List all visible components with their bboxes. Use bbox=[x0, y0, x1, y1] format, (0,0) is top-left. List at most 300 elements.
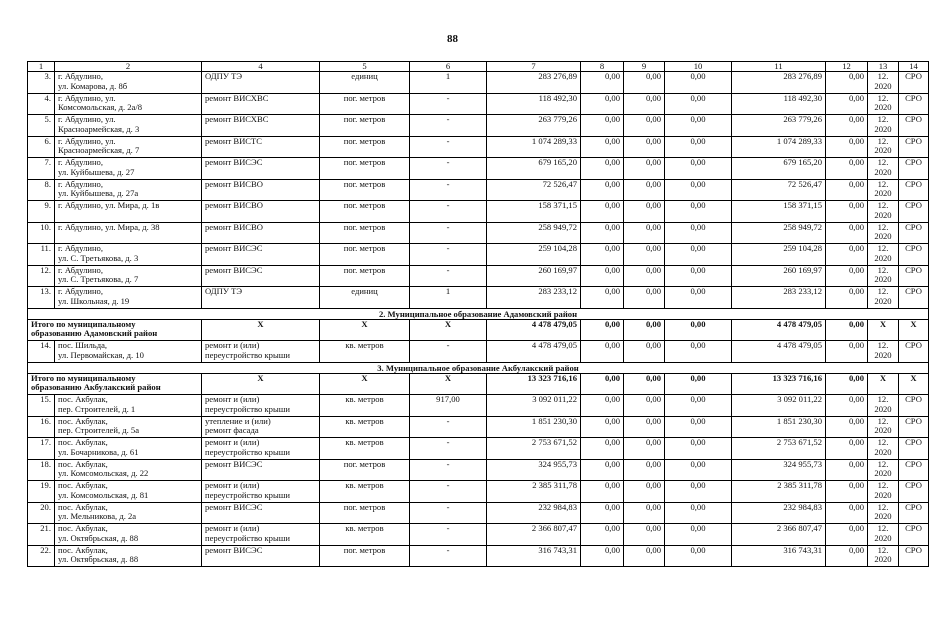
row-number: 12. bbox=[28, 265, 55, 287]
address-line: пос. Акбулак, bbox=[58, 458, 108, 469]
unit: кв. метров bbox=[320, 524, 410, 546]
unit: кв. метров bbox=[320, 395, 410, 417]
header-cell: 2 bbox=[55, 62, 202, 72]
work-type-line: ремонт и (или) bbox=[205, 437, 260, 447]
work-type bbox=[202, 287, 320, 309]
section-total-row bbox=[28, 373, 929, 395]
total-cost: 232 984,83 bbox=[487, 502, 581, 524]
address-line: пос. Акбулак, bbox=[58, 501, 108, 512]
page-number: 88 bbox=[447, 33, 458, 45]
total-col12: 0,00 bbox=[826, 373, 868, 395]
col10-value: 0,00 bbox=[665, 136, 732, 158]
completion-date bbox=[868, 502, 899, 524]
total-cost: 316 743,31 bbox=[487, 545, 581, 567]
address-line: пос. Акбулак, bbox=[58, 480, 108, 490]
completion-date bbox=[868, 136, 899, 158]
work-type-line: ремонт ВИСЭС bbox=[205, 544, 263, 555]
col12-value: 0,00 bbox=[826, 158, 868, 180]
col10-value: 0,00 bbox=[665, 222, 732, 244]
col10-value: 0,00 bbox=[665, 481, 732, 503]
work-type-line: ремонт ВИСЭС bbox=[205, 264, 263, 275]
col12-value: 0,00 bbox=[826, 244, 868, 266]
total-cost: 283 233,12 bbox=[487, 287, 581, 309]
col9-value: 0,00 bbox=[624, 158, 665, 180]
unit: пог. метров bbox=[320, 265, 410, 287]
completion-date-line: 12. bbox=[877, 458, 889, 469]
work-type-line: ремонт ВИСХВС bbox=[205, 114, 269, 124]
table-row bbox=[28, 287, 929, 309]
completion-date-line: 2020 bbox=[874, 295, 892, 306]
col8-value: 0,00 bbox=[581, 341, 624, 363]
completion-date bbox=[868, 265, 899, 287]
col8-value: 0,00 bbox=[581, 545, 624, 567]
address-line: г. Абдулино, bbox=[58, 286, 104, 296]
unit: пог. метров bbox=[320, 459, 410, 481]
work-type-line: ремонт фасада bbox=[205, 425, 259, 436]
unit: пог. метров bbox=[320, 158, 410, 180]
table-body bbox=[28, 62, 929, 567]
funding-source: СРО bbox=[899, 72, 929, 94]
col9-value: 0,00 bbox=[624, 341, 665, 363]
address-line: ул. Комарова, д. 8б bbox=[58, 80, 128, 91]
funding-source: СРО bbox=[899, 115, 929, 137]
funding-source: СРО bbox=[899, 524, 929, 546]
work-type-line: ремонт и (или) bbox=[205, 480, 260, 490]
col11-value: 263 779,26 bbox=[732, 115, 826, 137]
completion-date-line: 12. bbox=[877, 437, 889, 447]
total-col7: 4 478 479,05 bbox=[487, 319, 581, 341]
col10-value: 0,00 bbox=[665, 158, 732, 180]
col8-value: 0,00 bbox=[581, 287, 624, 309]
col11-value: 118 492,30 bbox=[732, 93, 826, 115]
col8-value: 0,00 bbox=[581, 524, 624, 546]
table-row bbox=[28, 136, 929, 158]
quantity: - bbox=[410, 416, 487, 438]
table-row bbox=[28, 395, 929, 417]
col11-value: 258 949,72 bbox=[732, 222, 826, 244]
table-row bbox=[28, 72, 929, 94]
address-line: г. Абдулино, bbox=[58, 243, 104, 253]
col12-value: 0,00 bbox=[826, 179, 868, 201]
completion-date-line: 12. bbox=[877, 200, 889, 210]
col10-value: 0,00 bbox=[665, 341, 732, 363]
col8-value: 0,00 bbox=[581, 115, 624, 137]
total-cost: 324 955,73 bbox=[487, 459, 581, 481]
col11-value: 2 385 311,78 bbox=[732, 481, 826, 503]
col8-value: 0,00 bbox=[581, 481, 624, 503]
total-col12: 0,00 bbox=[826, 319, 868, 341]
col11-value: 283 276,89 bbox=[732, 72, 826, 94]
unit: пог. метров bbox=[320, 244, 410, 266]
col10-value: 0,00 bbox=[665, 502, 732, 524]
header-cell: 9 bbox=[624, 62, 665, 72]
col8-value: 0,00 bbox=[581, 395, 624, 417]
col10-value: 0,00 bbox=[665, 179, 732, 201]
completion-date-line: 2020 bbox=[874, 231, 892, 242]
work-type bbox=[202, 179, 320, 201]
work-type-line: ремонт ВИСХВС bbox=[205, 92, 269, 103]
col12-value: 0,00 bbox=[826, 459, 868, 481]
completion-date-line: 2020 bbox=[874, 403, 892, 414]
unit: пог. метров bbox=[320, 93, 410, 115]
col12-value: 0,00 bbox=[826, 416, 868, 438]
section-heading-row bbox=[28, 308, 929, 319]
completion-date-line: 2020 bbox=[874, 489, 892, 500]
col12-value: 0,00 bbox=[826, 93, 868, 115]
total-label-line: образованию Акбулакский район bbox=[31, 382, 161, 393]
address-line: г. Абдулино, bbox=[58, 71, 104, 81]
completion-date bbox=[868, 545, 899, 567]
col8-value: 0,00 bbox=[581, 158, 624, 180]
work-type-line: ремонт ВИСЭС bbox=[205, 157, 263, 167]
section-title: 2. Муниципальное образование Адамовский район bbox=[28, 308, 929, 319]
address-line: пер. Строителей, д. 1 bbox=[58, 403, 136, 414]
col8-value: 0,00 bbox=[581, 416, 624, 438]
quantity: - bbox=[410, 438, 487, 460]
address bbox=[55, 244, 202, 266]
funding-source: СРО bbox=[899, 502, 929, 524]
work-type bbox=[202, 244, 320, 266]
total-cost: 1 074 289,33 bbox=[487, 136, 581, 158]
col10-value: 0,00 bbox=[665, 93, 732, 115]
col10-value: 0,00 bbox=[665, 438, 732, 460]
total-label-line: образованию Адамовский район bbox=[31, 328, 158, 339]
col8-value: 0,00 bbox=[581, 201, 624, 223]
completion-date bbox=[868, 179, 899, 201]
completion-date bbox=[868, 438, 899, 460]
col10-value: 0,00 bbox=[665, 201, 732, 223]
col8-value: 0,00 bbox=[581, 93, 624, 115]
unit: пог. метров bbox=[320, 136, 410, 158]
quantity: - bbox=[410, 545, 487, 567]
table-row bbox=[28, 459, 929, 481]
quantity: - bbox=[410, 481, 487, 503]
quantity: - bbox=[410, 115, 487, 137]
unit: пог. метров bbox=[320, 179, 410, 201]
funding-source: СРО bbox=[899, 459, 929, 481]
table-row bbox=[28, 438, 929, 460]
address-line: ул. Октябрьская, д. 88 bbox=[58, 554, 139, 565]
completion-date bbox=[868, 115, 899, 137]
funding-source: СРО bbox=[899, 136, 929, 158]
work-type-line: переустройство крыши bbox=[205, 532, 290, 543]
quantity: - bbox=[410, 222, 487, 244]
work-type bbox=[202, 459, 320, 481]
row-number: 5. bbox=[28, 115, 55, 137]
address-line: пос. Акбулак, bbox=[58, 523, 108, 533]
header-cell: 14 bbox=[899, 62, 929, 72]
row-number: 10. bbox=[28, 222, 55, 244]
row-number: 8. bbox=[28, 179, 55, 201]
total-col10: 0,00 bbox=[665, 319, 732, 341]
table-row bbox=[28, 502, 929, 524]
col11-value: 158 371,15 bbox=[732, 201, 826, 223]
address-line: г. Абдулино, ул. bbox=[58, 135, 116, 146]
col9-value: 0,00 bbox=[624, 459, 665, 481]
work-type bbox=[202, 341, 320, 363]
address-line: пос. Акбулак, bbox=[58, 437, 108, 447]
address-line: Красноармейская, д. 3 bbox=[58, 123, 140, 134]
completion-date-line: 12. bbox=[877, 523, 889, 533]
completion-date-line: 2020 bbox=[874, 123, 892, 134]
work-type-line: ремонт и (или) bbox=[205, 523, 260, 533]
work-type-line: ремонт ВИСТС bbox=[205, 135, 263, 146]
total-cost: 4 478 479,05 bbox=[487, 341, 581, 363]
address bbox=[55, 524, 202, 546]
address-line: пос. Акбулак, bbox=[58, 394, 108, 404]
address-line: г. Абдулино, ул. Мира, д. 1в bbox=[58, 200, 160, 210]
work-type bbox=[202, 265, 320, 287]
completion-date bbox=[868, 93, 899, 115]
completion-date-line: 12. bbox=[877, 286, 889, 296]
unit: единиц bbox=[320, 72, 410, 94]
header-cell: 11 bbox=[732, 62, 826, 72]
completion-date-line: 12. bbox=[877, 394, 889, 404]
funding-source: СРО bbox=[899, 158, 929, 180]
address bbox=[55, 416, 202, 438]
address-line: г. Абдулино, bbox=[58, 157, 104, 167]
col12-value: 0,00 bbox=[826, 545, 868, 567]
col12-value: 0,00 bbox=[826, 395, 868, 417]
funding-source: СРО bbox=[899, 395, 929, 417]
col9-value: 0,00 bbox=[624, 545, 665, 567]
col9-value: 0,00 bbox=[624, 265, 665, 287]
total-label-line: Итого по муниципальному bbox=[31, 372, 136, 383]
total-cost: 72 526,47 bbox=[487, 179, 581, 201]
completion-date-line: 12. bbox=[877, 243, 889, 253]
address bbox=[55, 395, 202, 417]
col10-value: 0,00 bbox=[665, 265, 732, 287]
work-type bbox=[202, 438, 320, 460]
address-line: пос. Шильда, bbox=[58, 340, 108, 350]
completion-date bbox=[868, 72, 899, 94]
col12-value: 0,00 bbox=[826, 72, 868, 94]
work-type-line: переустройство крыши bbox=[205, 403, 290, 414]
address-line: г. Абдулино, ул. Мира, д. 38 bbox=[58, 221, 160, 232]
quantity: - bbox=[410, 93, 487, 115]
completion-date-line: 2020 bbox=[874, 274, 892, 285]
total-col6: X bbox=[410, 319, 487, 341]
funding-source: СРО bbox=[899, 179, 929, 201]
address-line: ул. С. Третьякова, д. 3 bbox=[58, 252, 139, 263]
col9-value: 0,00 bbox=[624, 481, 665, 503]
row-number: 20. bbox=[28, 502, 55, 524]
col8-value: 0,00 bbox=[581, 502, 624, 524]
address-line: ул. Октябрьская, д. 88 bbox=[58, 532, 139, 543]
col11-value: 1 851 230,30 bbox=[732, 416, 826, 438]
col9-value: 0,00 bbox=[624, 222, 665, 244]
row-number: 19. bbox=[28, 481, 55, 503]
completion-date-line: 2020 bbox=[874, 511, 892, 522]
completion-date bbox=[868, 416, 899, 438]
col11-value: 72 526,47 bbox=[732, 179, 826, 201]
col10-value: 0,00 bbox=[665, 524, 732, 546]
completion-date-line: 12. bbox=[877, 92, 889, 103]
col9-value: 0,00 bbox=[624, 179, 665, 201]
unit: кв. метров bbox=[320, 438, 410, 460]
total-col6: X bbox=[410, 373, 487, 395]
column-number-header bbox=[28, 62, 929, 72]
total-cost: 679 165,20 bbox=[487, 158, 581, 180]
col12-value: 0,00 bbox=[826, 502, 868, 524]
completion-date-line: 2020 bbox=[874, 532, 892, 543]
col10-value: 0,00 bbox=[665, 395, 732, 417]
col10-value: 0,00 bbox=[665, 72, 732, 94]
col9-value: 0,00 bbox=[624, 287, 665, 309]
address bbox=[55, 438, 202, 460]
address-line: ул. Бочарникова, д. 61 bbox=[58, 446, 139, 457]
address bbox=[55, 481, 202, 503]
table-row bbox=[28, 265, 929, 287]
work-type bbox=[202, 158, 320, 180]
work-type bbox=[202, 545, 320, 567]
completion-date-line: 12. bbox=[877, 157, 889, 167]
funding-source: СРО bbox=[899, 481, 929, 503]
funding-source: СРО bbox=[899, 438, 929, 460]
col9-value: 0,00 bbox=[624, 136, 665, 158]
total-cost: 263 779,26 bbox=[487, 115, 581, 137]
table-row bbox=[28, 481, 929, 503]
address bbox=[55, 115, 202, 137]
row-number: 21. bbox=[28, 524, 55, 546]
total-cost: 259 104,28 bbox=[487, 244, 581, 266]
total-col5: X bbox=[320, 373, 410, 395]
col11-value: 3 092 011,22 bbox=[732, 395, 826, 417]
row-number: 15. bbox=[28, 395, 55, 417]
work-type-line: ОДПУ ТЭ bbox=[205, 286, 243, 296]
address-line: г. Абдулино, ул. bbox=[58, 114, 116, 124]
work-type-line: ремонт ВИСВО bbox=[205, 221, 263, 232]
address-line: г. Абдулино, bbox=[58, 264, 104, 275]
col9-value: 0,00 bbox=[624, 201, 665, 223]
section-title: 3. Муниципальное образование Акбулакский район bbox=[28, 362, 929, 373]
quantity: - bbox=[410, 158, 487, 180]
quantity: - bbox=[410, 459, 487, 481]
total-cost: 118 492,30 bbox=[487, 93, 581, 115]
work-type-line: переустройство крыши bbox=[205, 489, 290, 500]
header-cell: 1 bbox=[28, 62, 55, 72]
completion-date-line: 12. bbox=[877, 178, 889, 189]
completion-date-line: 2020 bbox=[874, 188, 892, 199]
col9-value: 0,00 bbox=[624, 115, 665, 137]
col12-value: 0,00 bbox=[826, 265, 868, 287]
quantity: - bbox=[410, 524, 487, 546]
table-row bbox=[28, 222, 929, 244]
unit: пог. метров bbox=[320, 115, 410, 137]
address bbox=[55, 341, 202, 363]
completion-date-line: 12. bbox=[877, 71, 889, 81]
total-col10: 0,00 bbox=[665, 373, 732, 395]
col12-value: 0,00 bbox=[826, 481, 868, 503]
col8-value: 0,00 bbox=[581, 265, 624, 287]
address-line: Комсомольская, д. 2а/8 bbox=[58, 102, 143, 113]
completion-date-line: 2020 bbox=[874, 80, 892, 91]
total-col4: X bbox=[202, 319, 320, 341]
total-cost: 258 949,72 bbox=[487, 222, 581, 244]
address bbox=[55, 502, 202, 524]
funding-source: СРО bbox=[899, 341, 929, 363]
section-heading-row bbox=[28, 362, 929, 373]
col12-value: 0,00 bbox=[826, 524, 868, 546]
completion-date-line: 2020 bbox=[874, 468, 892, 479]
completion-date-line: 12. bbox=[877, 264, 889, 275]
work-type-line: переустройство крыши bbox=[205, 349, 290, 360]
address-line: пер. Строителей, д. 5а bbox=[58, 425, 140, 436]
funding-source: СРО bbox=[899, 222, 929, 244]
col10-value: 0,00 bbox=[665, 545, 732, 567]
unit: кв. метров bbox=[320, 341, 410, 363]
col12-value: 0,00 bbox=[826, 341, 868, 363]
address-line: пос. Акбулак, bbox=[58, 415, 108, 426]
unit: пог. метров bbox=[320, 502, 410, 524]
row-number: 11. bbox=[28, 244, 55, 266]
address bbox=[55, 72, 202, 94]
col10-value: 0,00 bbox=[665, 115, 732, 137]
funding-source: СРО bbox=[899, 201, 929, 223]
col8-value: 0,00 bbox=[581, 244, 624, 266]
work-type bbox=[202, 115, 320, 137]
work-type-line: ремонт ВИСЭС bbox=[205, 501, 263, 512]
total-cost: 283 276,89 bbox=[487, 72, 581, 94]
col11-value: 232 984,83 bbox=[732, 502, 826, 524]
header-cell: 10 bbox=[665, 62, 732, 72]
total-col9: 0,00 bbox=[624, 373, 665, 395]
col11-value: 316 743,31 bbox=[732, 545, 826, 567]
address bbox=[55, 265, 202, 287]
address-line: г. Абдулино, bbox=[58, 178, 104, 189]
table-row bbox=[28, 524, 929, 546]
address bbox=[55, 545, 202, 567]
address-line: ул. Комсомольская, д. 22 bbox=[58, 468, 149, 479]
total-label bbox=[28, 373, 202, 395]
total-col9: 0,00 bbox=[624, 319, 665, 341]
address-line: г. Абдулино, ул. bbox=[58, 92, 116, 103]
work-type-line: утепление и (или) bbox=[205, 415, 271, 426]
completion-date-line: 12. bbox=[877, 114, 889, 124]
register-table bbox=[27, 61, 929, 567]
completion-date-line: 12. bbox=[877, 415, 889, 426]
table-row bbox=[28, 115, 929, 137]
unit: пог. метров bbox=[320, 201, 410, 223]
col9-value: 0,00 bbox=[624, 72, 665, 94]
completion-date-line: 2020 bbox=[874, 102, 892, 113]
total-col8: 0,00 bbox=[581, 319, 624, 341]
address bbox=[55, 179, 202, 201]
address-line: ул. Куйбышева, д. 27 bbox=[58, 166, 135, 177]
address-line: ул. Первомайская, д. 10 bbox=[58, 349, 144, 360]
work-type bbox=[202, 93, 320, 115]
completion-date-line: 12. bbox=[877, 135, 889, 146]
work-type-line: ремонт ВИСВО bbox=[205, 178, 263, 189]
completion-date bbox=[868, 158, 899, 180]
unit: кв. метров bbox=[320, 481, 410, 503]
header-cell: 12 bbox=[826, 62, 868, 72]
section-total-row bbox=[28, 319, 929, 341]
total-col14: X bbox=[899, 319, 929, 341]
completion-date-line: 2020 bbox=[874, 166, 892, 177]
total-label bbox=[28, 319, 202, 341]
completion-date-line: 12. bbox=[877, 340, 889, 350]
total-cost: 2 366 807,47 bbox=[487, 524, 581, 546]
row-number: 18. bbox=[28, 459, 55, 481]
address-line: ул. Комсомольская, д. 81 bbox=[58, 489, 149, 500]
total-cost: 3 092 011,22 bbox=[487, 395, 581, 417]
work-type bbox=[202, 395, 320, 417]
completion-date bbox=[868, 524, 899, 546]
total-cost: 1 851 230,30 bbox=[487, 416, 581, 438]
col12-value: 0,00 bbox=[826, 136, 868, 158]
address bbox=[55, 459, 202, 481]
